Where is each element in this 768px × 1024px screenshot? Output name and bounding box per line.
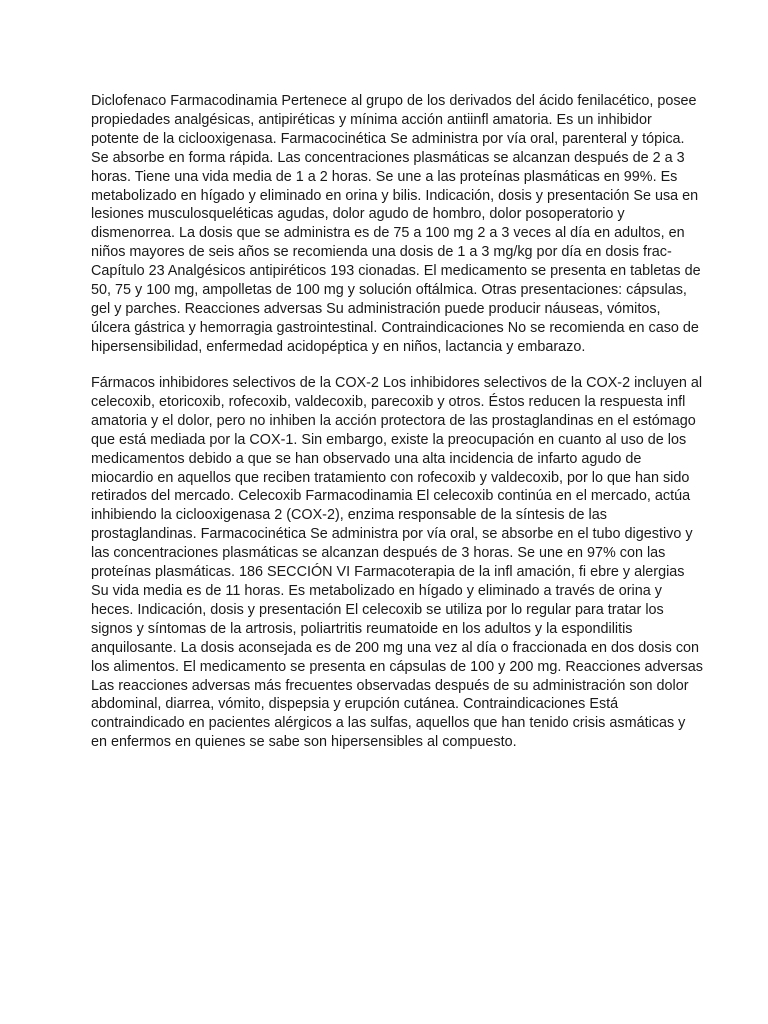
text-line: Se absorbe en forma rápida. Las concentraciones plasmáticas se alcanzan después de 2 a 3 xyxy=(91,149,685,166)
paragraph-cox2-inhibitors xyxy=(91,374,703,752)
text-line: en enfermos en quienes se sabe son hipersensibles al compuesto. xyxy=(91,734,517,751)
text-line: contraindicado en pacientes alérgicos a las sulfas, aquellos que han tenido crisis asmáticas y xyxy=(91,715,686,732)
text-line: heces. Indicación, dosis y presentación El celecoxib se utiliza por lo regular para tratar los xyxy=(91,601,664,618)
text-line: lesiones musculosqueléticas agudas, dolor agudo de hombro, dolor posoperatorio y xyxy=(91,206,625,223)
text-line: signos y síntomas de la artrosis, poliartritis reumatoide en los adultos y la espondilitis xyxy=(91,620,633,637)
text-line: prostaglandinas. Farmacocinética Se administra por vía oral, se absorbe en el tubo digestivo y xyxy=(91,526,693,543)
text-line: miocardio en aquellos que reciben tratamiento con rofecoxib y valdecoxib, por lo que han sido xyxy=(91,469,690,486)
text-line: Diclofenaco Farmacodinamia Pertenece al grupo de los derivados del ácido fenilacético, posee xyxy=(91,93,697,109)
text-line: Su vida media es de 11 horas. Es metabolizado en hígado y eliminado a través de orina y xyxy=(91,582,662,599)
paragraph-diclofenaco xyxy=(91,92,701,357)
text-line: que está mediada por la COX-1. Sin embargo, existe la preocupación en cuanto al uso de los xyxy=(91,431,687,448)
text-line: dismenorrea. La dosis que se administra es de 75 a 100 mg 2 a 3 veces al día en adultos, en xyxy=(91,225,685,242)
text-line: horas. Tiene una vida media de 1 a 2 horas. Se une a las proteínas plasmáticas en 99%. Es xyxy=(91,168,678,185)
text-line: propiedades analgésicas, antipiréticas y mínima acción antiinfl amatoria. Es un inhibidor xyxy=(91,111,652,128)
text-line: anquilosante. La dosis aconsejada es de 200 mg una vez al día o fraccionada en dos dosis con xyxy=(91,639,700,656)
text-line: Las reacciones adversas más frecuentes observadas después de su administración son dolor xyxy=(91,677,689,694)
text-line: amatoria y el dolor, pero no inhiben la acción protectora de las prostaglandinas en el estómago xyxy=(91,412,696,429)
text-line: retirados del mercado. Celecoxib Farmacodinamia El celecoxib continúa en el mercado, actúa xyxy=(91,488,691,505)
text-line: gel y parches. Reacciones adversas Su administración puede producir náuseas, vómitos, xyxy=(91,300,661,317)
text-line: Fármacos inhibidores selectivos de la COX-2 Los inhibidores selectivos de la COX-2 incluyen al xyxy=(91,375,703,391)
text-line: inhibiendo la ciclooxigenasa 2 (COX-2), enzima responsable de la síntesis de las xyxy=(91,507,607,524)
text-line: 50, 75 y 100 mg, ampolletas de 100 mg y solución oftálmica. Otras presentaciones: cápsulas, xyxy=(91,282,687,299)
text-line: hipersensibilidad, enfermedad acidopéptica y en niños, lactancia y embarazo. xyxy=(91,338,586,355)
text-line: medicamentos debido a que se han observado una alta incidencia de infarto agudo de xyxy=(91,450,642,467)
text-line: proteínas plasmáticas. 186 SECCIÓN VI Farmacoterapia de la infl amación, fi ebre y alergias xyxy=(91,564,685,581)
text-line: úlcera gástrica y hemorragia gastrointestinal. Contraindicaciones No se recomienda en caso de xyxy=(91,319,699,336)
text-line: abdominal, diarrea, vómito, dispepsia y erupción cutánea. Contraindicaciones Está xyxy=(91,696,619,713)
text-line: potente de la ciclooxigenasa. Farmacocinética Se administra por vía oral, parenteral y tópica. xyxy=(91,130,685,147)
text-line: Capítulo 23 Analgésicos antipiréticos 193 cionadas. El medicamento se presenta en tabletas de xyxy=(91,263,701,280)
text-line: celecoxib, etoricoxib, rofecoxib, valdecoxib, parecoxib y otros. Éstos reducen la respuesta infl xyxy=(91,393,686,410)
text-line: niños mayores de seis años se recomienda una dosis de 1 a 3 mg/kg por día en dosis frac- xyxy=(91,244,672,261)
text-line: los alimentos. El medicamento se presenta en cápsulas de 100 y 200 mg. Reacciones adversas xyxy=(91,658,703,675)
text-line: las concentraciones plasmáticas se alcanzan después de 3 horas. Se une en 97% con las xyxy=(91,545,666,562)
text-line: metabolizado en hígado y eliminado en orina y bilis. Indicación, dosis y presentación Se usa en xyxy=(91,187,699,204)
